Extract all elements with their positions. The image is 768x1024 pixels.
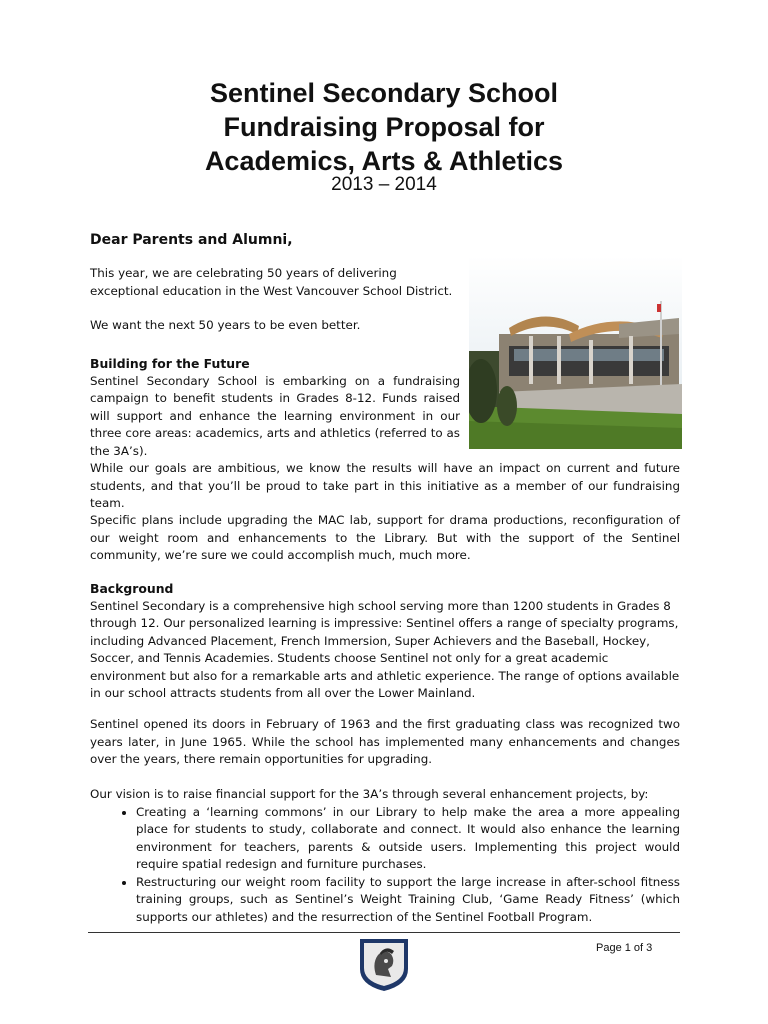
intro-paragraph-2: We want the next 50 years to be even better. [90,318,361,332]
intro-paragraph: This year, we are celebrating 50 years of delivering exceptional education in the West Vancouver School District. [90,266,453,298]
title-line-1: Sentinel Secondary School [209,78,559,108]
list-item: • Restructuring our weight room facility to support the large increase in after-school fitness training groups, such as Sentinel’s Weight Training Club, ‘Game Ready Fitness’ (which supports our athletes) and the resurrection of the Sentinel Football Program. [136,874,680,927]
list-item: • Creating a ‘learning commons’ in our Library to help make the area a more appealing place for students to study, collaborate and connect. It would also enhance the learning environment for teachers, parents & outside users. Implementing this project would require spatial redesign and furniture purchases. [136,804,680,874]
title-line-3: Academics, Arts & Athletics [204,146,564,176]
building-section [90,355,460,460]
page-number: Page 1 of 3 [596,942,653,954]
building-paragraph: Sentinel Secondary School is embarking on a fundraising campaign to benefit students in Grades 8-12. Funds raised will support and enhance the learning environment in our three core areas: academics, arts and athletics (referred to as the 3A’s). [90,373,460,458]
project-list [90,804,680,927]
greeting: Dear Parents and Alumni, [90,232,293,248]
footer-divider [88,932,680,933]
school-crest-logo [358,935,410,993]
document-title [0,76,768,178]
vision-section [90,786,680,926]
background-section [90,580,680,703]
background-paragraph: Sentinel Secondary is a comprehensive high school serving more than 1200 students in Grades 8 through 12. Our personalized learning is impressive: Sentinel offers a range of specialty programs, including Advanced Placement, French Immersion, Super Achievers and the Baseball, Hockey, Soccer, and Tennis Academies. Students choose Sentinel not only for a great academic environment but also for a remarkable arts and athletic experience. The range of options available in our school attracts students from all over the Lower Mainland. [90,598,680,700]
intro-section [90,265,680,335]
history-paragraph: Sentinel opened its doors in February of 1963 and the first graduating class was recognized two years later, in June 1965. While the school has implemented many enhancements and changes over the years, there remain opportunities for upgrading. [90,717,680,766]
plans-paragraph: Specific plans include upgrading the MAC lab, support for drama productions, reconfiguration of our weight room and enhancements to the Library. But with the support of the Sentinel community, we’re sure we could accomplish much, much more. [90,513,680,562]
title-line-2: Fundraising Proposal for [223,112,545,142]
goals-paragraph: While our goals are ambitious, we know the results will have an impact on current and future students, and that you’ll be proud to take part in this initiative as a member of our fundraising team. [90,461,680,510]
background-heading: Background [90,581,174,596]
building-heading: Building for the Future [90,356,250,371]
school-year: 2013 – 2014 [331,174,437,195]
vision-paragraph: Our vision is to raise financial support for the 3A’s through several enhancement projects, by: [90,787,649,801]
